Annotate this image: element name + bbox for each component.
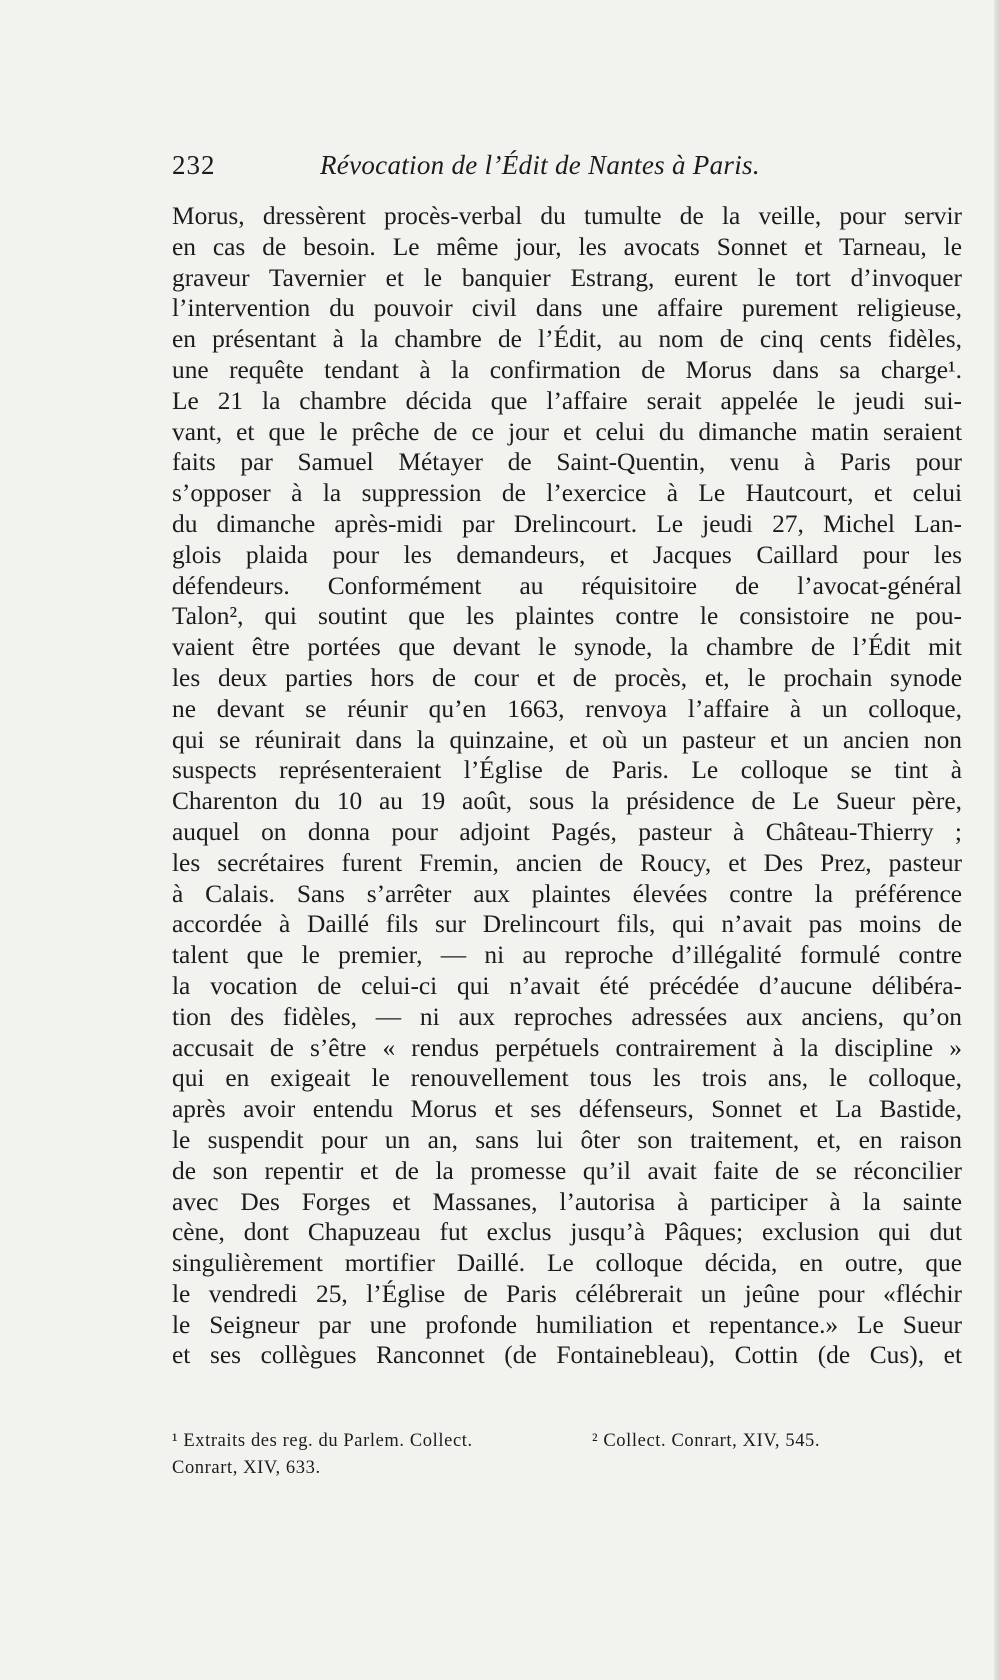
- text-line: glois plaida pour les demandeurs, et Jacques Caillard pour les: [172, 540, 962, 569]
- text-line: accusait de s’être « rendus perpétuels contrairement à la discipline »: [172, 1033, 962, 1062]
- text-line: tion des fidèles, — ni aux reproches adressées aux anciens, qu’on: [172, 1002, 962, 1031]
- text-line: vaient être portées que devant le synode, la chambre de l’Édit mit: [172, 633, 962, 662]
- text-line: en présentant à la chambre de l’Édit, au nom de cinq cents fidèles,: [172, 325, 962, 354]
- text-line: en cas de besoin. Le même jour, les avocats Sonnet et Tarneau, le: [172, 232, 962, 261]
- page-header: [172, 150, 802, 190]
- text-line: talent que le premier, — ni au reproche d’illégalité formulé contre: [172, 941, 962, 970]
- text-line: qui en exigeait le renouvellement tous les trois ans, le colloque,: [172, 1064, 962, 1093]
- footnote-2: ² Collect. Conrart, XIV, 545.: [592, 1431, 821, 1451]
- text-line: à Calais. Sans s’arrêter aux plaintes élevées contre la préférence: [172, 879, 962, 908]
- text-line: les secrétaires furent Fremin, ancien de Roucy, et Des Prez, pasteur: [172, 848, 962, 877]
- running-title: Révocation de l’Édit de Nantes à Paris.: [320, 150, 760, 180]
- text-line: suspects représenteraient l’Église de Paris. Le colloque se tint à: [172, 756, 962, 785]
- text-line: la vocation de celui-ci qui n’avait été précédée d’aucune délibéra-: [172, 971, 962, 1000]
- text-line: le vendredi 25, l’Église de Paris célébrerait un jeûne pour «fléchir: [172, 1279, 962, 1308]
- text-line: qui se réunirait dans la quinzaine, et où un pasteur et un ancien non: [172, 725, 962, 754]
- text-line: accordée à Daillé fils sur Drelincourt fils, qui n’avait pas moins de: [172, 910, 962, 939]
- text-line: du dimanche après-midi par Drelincourt. Le jeudi 27, Michel Lan-: [172, 509, 962, 538]
- text-line: Le 21 la chambre décida que l’affaire serait appelée le jeudi sui-: [172, 386, 962, 415]
- text-line: vant, et que le prêche de ce jour et celui du dimanche matin seraient: [172, 417, 962, 446]
- text-line: ne devant se réunir qu’en 1663, renvoya l’affaire à un colloque,: [172, 694, 962, 723]
- text-line: auquel on donna pour adjoint Pagés, pasteur à Château-Thierry ;: [172, 817, 962, 846]
- text-line: Morus, dressèrent procès-verbal du tumulte de la veille, pour servir: [172, 202, 962, 230]
- text-line: une requête tendant à la confirmation de Morus dans sa charge¹.: [172, 355, 962, 384]
- page-number: 232: [172, 150, 216, 180]
- text-line: graveur Tavernier et le banquier Estrang, eurent le tort d’invoquer: [172, 263, 962, 292]
- text-line: singulièrement mortifier Daillé. Le colloque décida, en outre, que: [172, 1249, 962, 1278]
- text-line: et ses collègues Ranconnet (de Fontainebleau), Cottin (de Cus), et: [172, 1341, 962, 1370]
- text-line: Charenton du 10 au 19 août, sous la présidence de Le Sueur père,: [172, 787, 962, 816]
- text-line: Talon², qui soutint que les plaintes contre le consistoire ne pou-: [172, 602, 962, 631]
- text-line: les deux parties hors de cour et de procès, et, le prochain synode: [172, 663, 962, 692]
- body-text: [172, 201, 962, 1371]
- footnote-1-line-1: ¹ Extraits des reg. du Parlem. Collect.: [172, 1431, 473, 1451]
- footnote-1: [172, 1428, 552, 1482]
- text-line: de son repentir et de la promesse qu’il avait faite de se réconcilier: [172, 1156, 962, 1185]
- text-line: après avoir entendu Morus et ses défenseurs, Sonnet et La Bastide,: [172, 1095, 962, 1124]
- text-line: l’intervention du pouvoir civil dans une affaire purement religieuse,: [172, 294, 962, 323]
- text-line: cène, dont Chapuzeau fut exclus jusqu’à Pâques; exclusion qui dut: [172, 1218, 962, 1247]
- text-line: défendeurs. Conformément au réquisitoire de l’avocat-général: [172, 571, 962, 600]
- footnotes: [172, 1428, 952, 1488]
- text-line: s’opposer à la suppression de l’exercice à Le Hautcourt, et celui: [172, 479, 962, 508]
- page-edge: [994, 0, 1000, 1680]
- text-line: faits par Samuel Métayer de Saint-Quentin, venu à Paris pour: [172, 448, 962, 477]
- text-line: le suspendit pour un an, sans lui ôter son traitement, et, en raison: [172, 1125, 962, 1154]
- text-line: le Seigneur par une profonde humiliation et repentance.» Le Sueur: [172, 1310, 962, 1339]
- text-line: avec Des Forges et Massanes, l’autorisa à participer à la sainte: [172, 1187, 962, 1216]
- footnote-1-line-2: Conrart, XIV, 633.: [172, 1458, 321, 1478]
